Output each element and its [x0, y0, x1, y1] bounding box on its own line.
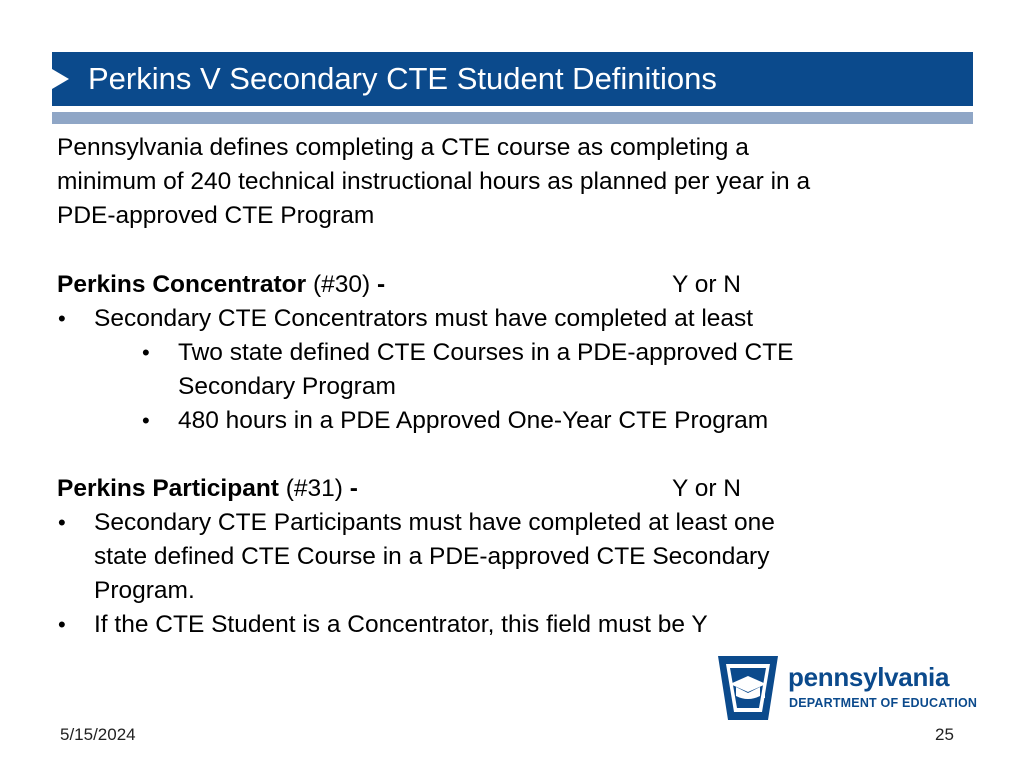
sub-bullet-dot: • — [142, 340, 150, 365]
concentrator-heading-bold: Perkins Concentrator — [57, 271, 307, 298]
concentrator-bullet: Secondary CTE Concentrators must have completed at least — [94, 305, 754, 332]
participant-heading-bold: Perkins Participant — [57, 475, 279, 502]
sub-bullet-1-line-1: Two state defined CTE Courses in a PDE-approved CTE — [178, 339, 794, 366]
participant-bullet-1-line-2: state defined CTE Course in a PDE-approved CTE Secondary — [94, 543, 770, 570]
logo-wordmark: pennsylvania — [788, 662, 950, 692]
participant-bullet-1-line-3: Program. — [94, 577, 195, 604]
intro-line-1: Pennsylvania defines completing a CTE course as completing a — [57, 134, 749, 161]
title-arrow-icon — [52, 69, 69, 89]
participant-bullet-1-line-1: Secondary CTE Participants must have completed at least one — [94, 509, 775, 536]
participant-heading — [57, 472, 358, 506]
bullet-dot: • — [58, 612, 66, 637]
footer-date: 5/15/2024 — [60, 725, 136, 744]
page-title: Perkins V Secondary CTE Student Definitions — [88, 61, 717, 96]
sub-bullet-2: 480 hours in a PDE Approved One-Year CTE Program — [178, 407, 769, 434]
concentrator-heading-number: (#30) — [306, 271, 377, 298]
participant-yn: Y or N — [672, 475, 741, 502]
title-rule — [52, 112, 973, 124]
keystone-icon — [718, 656, 778, 720]
participant-bullet-2: If the CTE Student is a Concentrator, this field must be Y — [94, 611, 708, 638]
logo-department: DEPARTMENT OF EDUCATION — [789, 696, 978, 710]
concentrator-heading-dash: - — [376, 271, 386, 298]
concentrator-yn: Y or N — [672, 271, 741, 298]
title-bar — [52, 52, 973, 106]
participant-heading-dash: - — [349, 475, 358, 502]
concentrator-heading — [57, 268, 385, 302]
participant-heading-number: (#31) — [278, 475, 350, 502]
bullet-dot: • — [58, 306, 66, 331]
bullet-dot: • — [58, 510, 66, 535]
intro-line-2: minimum of 240 technical instructional hours as planned per year in a — [57, 168, 811, 195]
intro-line-3: PDE-approved CTE Program — [57, 202, 375, 229]
sub-bullet-dot: • — [142, 408, 150, 433]
sub-bullet-1-line-2: Secondary Program — [178, 373, 396, 400]
page-number: 25 — [935, 725, 954, 744]
